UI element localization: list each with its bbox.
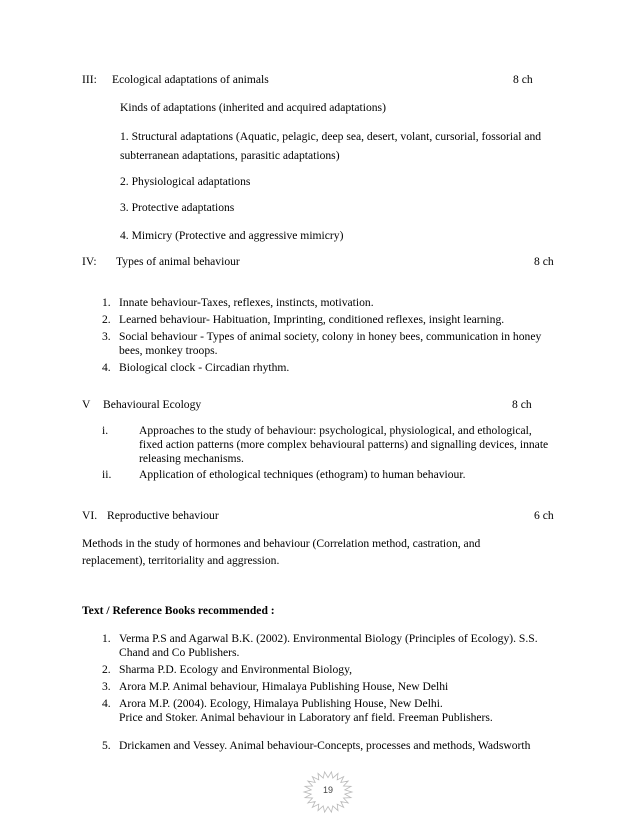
- unit-iii-item: 1. Structural adaptations (Aquatic, pelagic, deep sea, desert, volant, cursorial, fossorial and: [120, 130, 542, 143]
- list-item: 3. Social behaviour - Types of animal society, colony in honey bees, communication in honey bees, monkey troops.: [102, 330, 542, 357]
- unit-number: V: [82, 398, 91, 411]
- unit-v-list: [82, 424, 552, 482]
- unit-title: Behavioural Ecology: [103, 398, 202, 411]
- list-item: 1. Innate behaviour-Taxes, reflexes, instincts, motivation.: [102, 296, 374, 309]
- unit-hours: 6 ch: [534, 509, 554, 522]
- unit-iii-item: 3. Protective adaptations: [120, 201, 235, 214]
- references-list: [82, 632, 570, 753]
- list-item: i. Approaches to the study of behaviour: psychological, physiological, and ethological, fixed action patterns (more complex behavioural patterns) and signalling devices, innate releasing mechanisms.: [102, 424, 549, 465]
- list-item: ii. Application of ethological techniques (ethogram) to human behaviour.: [102, 468, 466, 481]
- page-number: 19: [322, 785, 333, 795]
- list-item: 3. Arora M.P. Animal behaviour, Himalaya Publishing House, New Delhi: [102, 680, 449, 693]
- unit-iii-item: subterranean adaptations, parasitic adaptations): [120, 149, 340, 162]
- page-number-badge: [300, 770, 356, 816]
- unit-v-heading: [82, 398, 532, 412]
- unit-title: Ecological adaptations of animals: [112, 73, 269, 86]
- unit-iii-heading: [82, 73, 533, 87]
- list-item: 1. Verma P.S and Agarwal B.K. (2002). Environmental Biology (Principles of Ecology). S.S. Chand and Co Publishers.: [102, 632, 538, 659]
- unit-iv-heading: [82, 255, 554, 269]
- unit-hours: 8 ch: [513, 73, 533, 86]
- unit-iii-item: 2. Physiological adaptations: [120, 175, 251, 188]
- unit-iii-intro: Kinds of adaptations (inherited and acquired adaptations): [120, 101, 386, 114]
- unit-number: VI.: [82, 509, 98, 522]
- unit-number: IV:: [82, 255, 97, 268]
- unit-iii-item: 4. Mimicry (Protective and aggressive mimicry): [120, 229, 344, 242]
- unit-iv-list: [82, 296, 562, 375]
- unit-vi-heading: [82, 509, 554, 523]
- list-item: 5. Drickamen and Vessey. Animal behaviour-Concepts, processes and methods, Wadsworth: [102, 739, 531, 752]
- unit-title: Reproductive behaviour: [107, 509, 219, 522]
- unit-number: III:: [82, 73, 97, 86]
- unit-hours: 8 ch: [512, 398, 532, 411]
- references-heading: Text / Reference Books recommended :: [82, 604, 275, 617]
- unit-title: Types of animal behaviour: [116, 255, 240, 268]
- list-item: 4. Arora M.P. (2004). Ecology, Himalaya Publishing House, New Delhi. Price and Stoker. Animal behaviour in Laboratory anf field. Freeman Publishers.: [102, 697, 493, 724]
- list-item: 2. Learned behaviour- Habituation, Imprinting, conditioned reflexes, insight learning.: [102, 313, 505, 326]
- unit-hours: 8 ch: [534, 255, 554, 268]
- list-item: 4. Biological clock - Circadian rhythm.: [102, 361, 290, 374]
- list-item: 2. Sharma P.D. Ecology and Environmental Biology,: [102, 663, 353, 676]
- unit-vi-body: Methods in the study of hormones and behaviour (Correlation method, castration, and replacement), territoriality and aggression.: [82, 537, 481, 567]
